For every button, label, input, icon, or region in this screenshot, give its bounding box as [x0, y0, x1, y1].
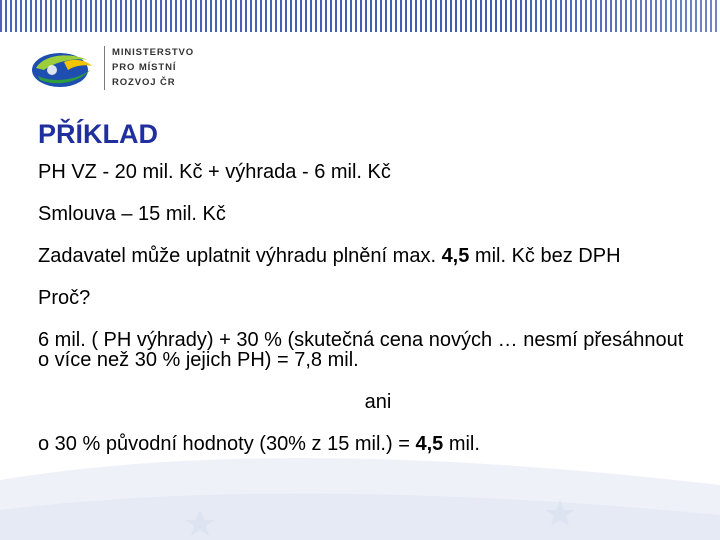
paragraph-zadavatel-suffix: mil. Kč bez DPH [469, 245, 621, 267]
ministry-logo [30, 40, 205, 96]
paragraph-proc: Proč? [38, 287, 91, 309]
paragraph-result-suffix: mil. [443, 433, 480, 455]
paragraph-result-text: o 30 % původní hodnoty (30% z 15 mil.) = [38, 433, 416, 455]
paragraph-result-value: 4,5 [415, 433, 444, 455]
logo-line-3: ROZVOJ ČR [112, 77, 176, 88]
ministry-emblem-icon [30, 46, 98, 90]
paragraph-ani: ani [364, 391, 392, 413]
paragraph-result [38, 434, 698, 454]
paragraph-zadavatel [38, 246, 698, 266]
paragraph-calculation: 6 mil. ( PH výhrady) + 30 % (skutečná cena nových … nesmí přesáhnout o více než 30 % jejich PH) = 7,8 mil. [38, 329, 684, 371]
logo-line-2: PRO MÍSTNÍ [112, 62, 177, 73]
logo-divider [104, 46, 105, 90]
logo-text [112, 45, 194, 90]
slide-content [38, 118, 698, 476]
paragraph-zadavatel-value: 4,5 [441, 245, 470, 267]
slide-title: PŘÍKLAD [38, 119, 158, 149]
header-stripes-fade [0, 0, 720, 32]
logo-line-1: MINISTERSTVO [112, 47, 195, 58]
paragraph-smlouva: Smlouva – 15 mil. Kč [38, 203, 226, 225]
paragraph-ph-vz: PH VZ - 20 mil. Kč + výhrada - 6 mil. Kč [38, 161, 391, 183]
paragraph-zadavatel-text: Zadavatel může uplatnit výhradu plnění max. [38, 245, 442, 267]
